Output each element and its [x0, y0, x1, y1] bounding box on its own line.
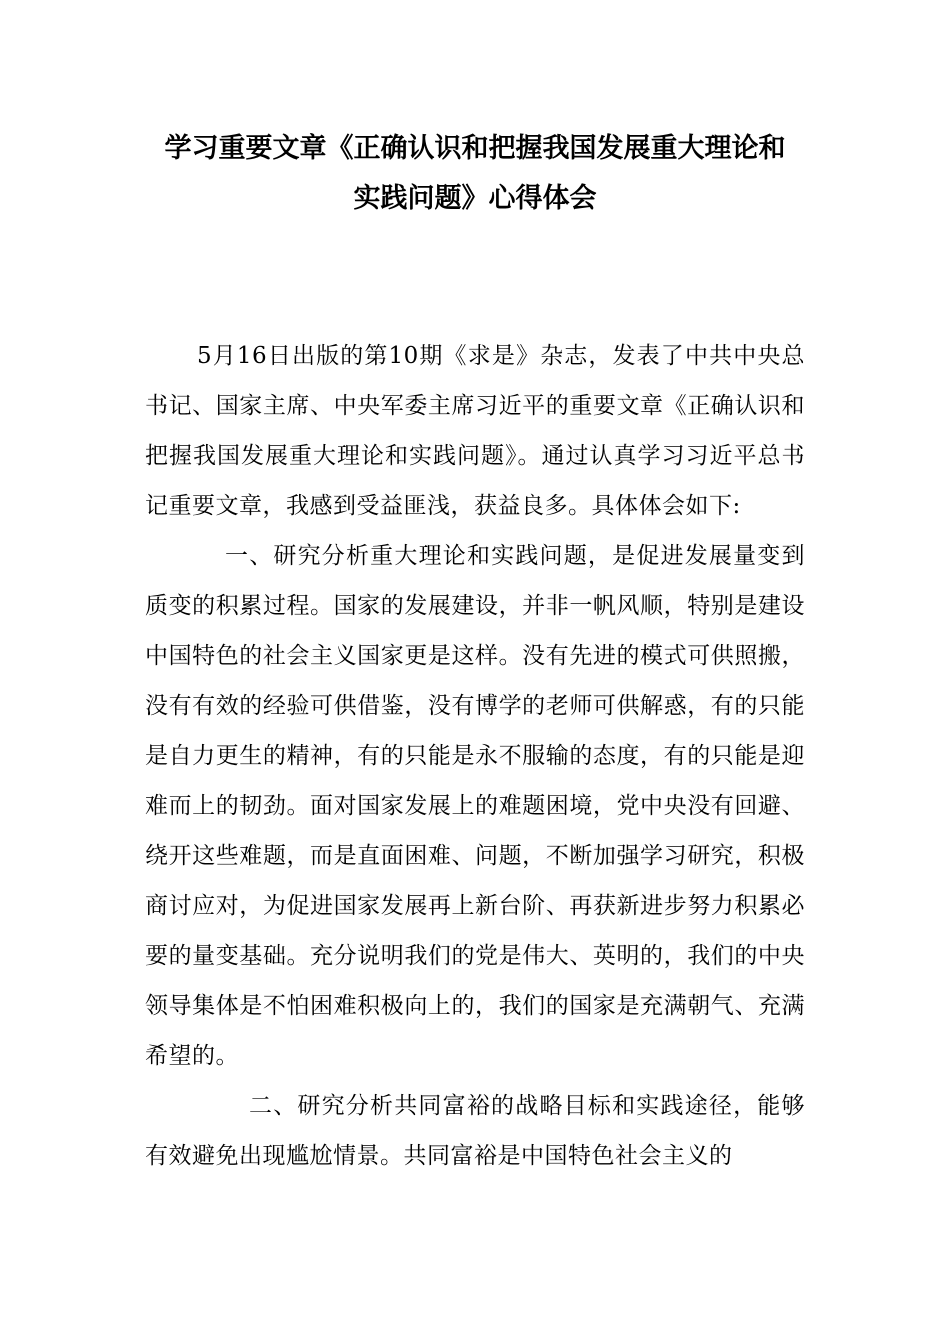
document-body — [145, 331, 805, 1181]
document-title — [120, 124, 830, 224]
paragraph-point-two: 二、研究分析共同富裕的战略目标和实践途径，能够有效避免出现尴尬情景。共同富裕是中国特色社会主义的 — [145, 1093, 805, 1169]
paragraph-intro: 5月16日出版的第10期《求是》杂志，发表了中共中央总书记、国家主席、中央军委主席习近平的重要文章《正确认识和把握我国发展重大理论和实践问题》。通过认真学习习近平总书记重要文章，我感到受益匪浅，获益良多。具体体会如下: — [145, 343, 805, 519]
title-line-1: 学习重要文章《正确认识和把握我国发展重大理论和 — [164, 133, 786, 164]
paragraph-point-one: 一、研究分析重大理论和实践问题，是促进发展量变到质变的积累过程。国家的发展建设，并非一帆风顺，特别是建设中国特色的社会主义国家更是这样。没有先进的模式可供照搬，没有有效的经验可供借鉴，没有博学的老师可供解惑，有的只能是自力更生的精神，有的只能是永不服输的态度，有的只能是迎难而上的韧劲。面对国家发展上的难题困境，党中央没有回避、绕开这些难题，而是直面困难、问题，不断加强学习研究，积极商讨应对，为促进国家发展再上新台阶、再获新进步努力积累必要的量变基础。充分说明我们的党是伟大、英明的，我们的中央领导集体是不怕困难积极向上的，我们的国家是充满朝气、充满希望的。 — [145, 543, 805, 1069]
title-line-2: 实践问题》心得体会 — [353, 183, 597, 214]
